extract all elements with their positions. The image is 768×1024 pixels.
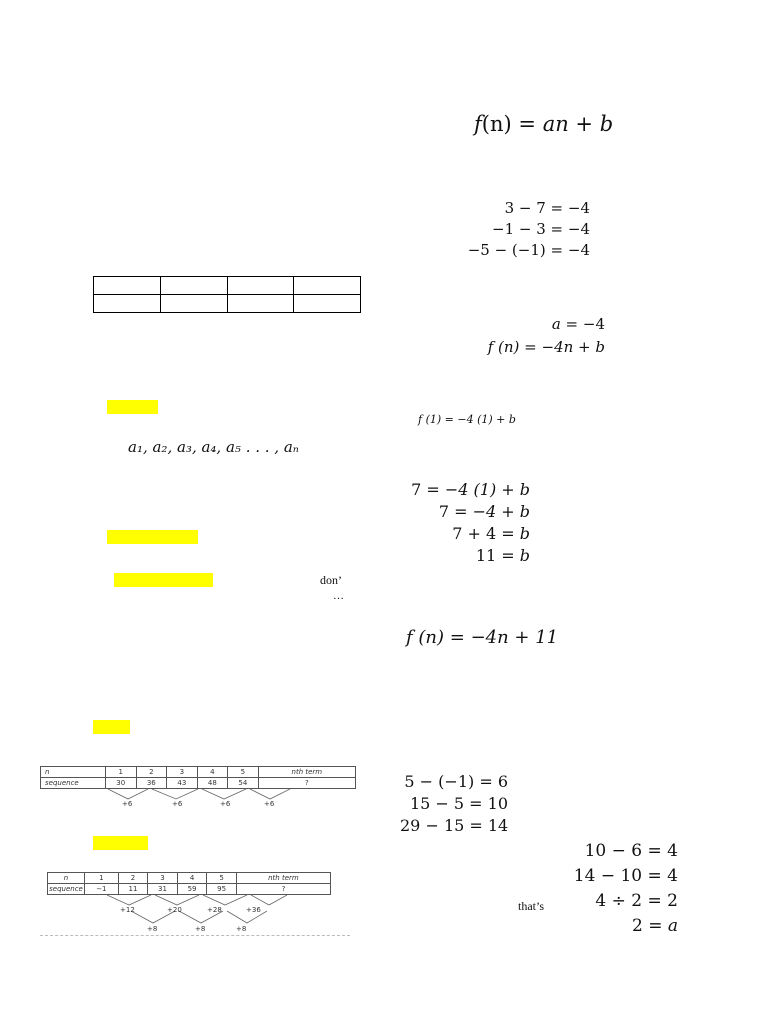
a-value-equations bbox=[440, 317, 605, 363]
solve-line: 7 = −4 + b bbox=[438, 502, 530, 521]
difference-label: +6 bbox=[172, 800, 183, 808]
difference-line: 5 − (−1) = 6 bbox=[404, 772, 508, 791]
difference-arc bbox=[155, 895, 199, 905]
difference-arc bbox=[108, 789, 148, 799]
table-cell: sequence bbox=[49, 885, 83, 893]
difference-label: +12 bbox=[120, 906, 135, 914]
table-cell: sequence bbox=[41, 778, 106, 789]
table-cell bbox=[294, 277, 361, 295]
table-cell: 11 bbox=[118, 884, 148, 895]
table-cell: 36 bbox=[136, 778, 167, 789]
header-cell: nth term bbox=[236, 873, 330, 884]
header-cell: 3 bbox=[167, 767, 198, 778]
table-cell bbox=[94, 295, 161, 313]
second-difference-line: 14 − 10 = 4 bbox=[573, 866, 678, 886]
difference-arc bbox=[203, 895, 247, 905]
header-cell: 2 bbox=[136, 767, 167, 778]
difference-line: 29 − 15 = 14 bbox=[400, 816, 509, 835]
linear-sequence-table bbox=[40, 766, 356, 789]
highlight-mark bbox=[107, 530, 198, 544]
difference-line: 15 − 5 = 10 bbox=[409, 794, 508, 813]
second-difference-line: 2 = a bbox=[631, 916, 678, 936]
difference-arc bbox=[250, 789, 290, 799]
table-cell bbox=[227, 277, 294, 295]
second-difference-line: 4 ÷ 2 = 2 bbox=[595, 891, 678, 911]
header-cell: 5 bbox=[228, 767, 259, 778]
table-cell: 31 bbox=[148, 884, 178, 895]
f1-equation: f (1) = −4 (1) + b bbox=[418, 413, 516, 426]
general-linear-formula: f(n) = an + b bbox=[474, 112, 614, 136]
table-cell bbox=[294, 295, 361, 313]
header-cell: 4 bbox=[177, 873, 207, 884]
header-cell: 4 bbox=[197, 767, 228, 778]
first-differences-quadratic bbox=[400, 774, 508, 840]
table-cell: 30 bbox=[106, 778, 137, 789]
a-value-line: a = −4 bbox=[551, 315, 605, 333]
table-row bbox=[94, 277, 361, 295]
table-cell: 95 bbox=[207, 884, 237, 895]
sequence-notation: a₁, a₂, a₃, a₄, a₅ . . . , aₙ bbox=[128, 438, 299, 456]
difference-arc bbox=[152, 789, 198, 799]
quadratic-difference-arcs bbox=[47, 895, 337, 933]
table-cell bbox=[94, 277, 161, 295]
table-cell: 43 bbox=[167, 778, 198, 789]
header-cell: nth term bbox=[258, 767, 355, 778]
table-cell bbox=[160, 295, 227, 313]
highlight-mark bbox=[93, 720, 130, 734]
solve-line: 7 + 4 = b bbox=[452, 524, 530, 543]
first-differences-linear bbox=[440, 201, 590, 264]
header-cell: n bbox=[48, 873, 85, 884]
highlight-mark bbox=[107, 400, 158, 414]
difference-line: −1 − 3 = −4 bbox=[492, 220, 590, 238]
second-difference-label: +8 bbox=[236, 925, 247, 933]
ellipsis-text: … bbox=[333, 590, 344, 602]
table-cell bbox=[160, 277, 227, 295]
solve-b-equations bbox=[400, 482, 530, 570]
linear-difference-arcs bbox=[40, 789, 360, 809]
header-cell: 3 bbox=[148, 873, 178, 884]
thats-text: that’s bbox=[518, 899, 544, 913]
table-row bbox=[94, 295, 361, 313]
table-row bbox=[48, 884, 331, 895]
table-row bbox=[41, 778, 356, 789]
table-cell: 54 bbox=[228, 778, 259, 789]
difference-arc bbox=[251, 895, 287, 905]
header-cell: n bbox=[41, 767, 106, 778]
header-cell: 2 bbox=[118, 873, 148, 884]
table-cell: −1 bbox=[85, 884, 119, 895]
second-differences bbox=[560, 843, 678, 943]
highlight-mark bbox=[93, 836, 148, 850]
table-header-row bbox=[48, 873, 331, 884]
header-cell: 5 bbox=[207, 873, 237, 884]
table-cell: 48 bbox=[197, 778, 228, 789]
difference-arc bbox=[107, 895, 151, 905]
difference-label: +20 bbox=[167, 906, 182, 914]
dont-text: don’ bbox=[320, 573, 342, 587]
fn-partial-line: f (n) = −4n + b bbox=[487, 338, 605, 356]
highlight-mark bbox=[114, 573, 213, 587]
header-cell: 1 bbox=[85, 873, 119, 884]
header-cell: 1 bbox=[106, 767, 137, 778]
quadratic-sequence-table bbox=[47, 872, 331, 895]
table-header-row bbox=[41, 767, 356, 778]
difference-label: +6 bbox=[264, 800, 275, 808]
solve-line: 11 = b bbox=[475, 546, 530, 565]
table-cell bbox=[227, 295, 294, 313]
table-cell: ? bbox=[258, 778, 355, 789]
difference-line: −5 − (−1) = −4 bbox=[467, 241, 590, 259]
table-cell: ? bbox=[236, 884, 330, 895]
image-cutoff-line bbox=[40, 935, 350, 937]
difference-label: +6 bbox=[122, 800, 133, 808]
difference-arc bbox=[202, 789, 246, 799]
difference-label: +36 bbox=[246, 906, 261, 914]
solve-line: 7 = −4 (1) + b bbox=[411, 480, 530, 499]
second-difference-label: +8 bbox=[147, 925, 158, 933]
final-linear-formula: f (n) = −4n + 11 bbox=[406, 627, 559, 648]
second-difference-label: +8 bbox=[195, 925, 206, 933]
difference-label: +6 bbox=[220, 800, 231, 808]
second-difference-line: 10 − 6 = 4 bbox=[584, 841, 678, 861]
difference-label: +28 bbox=[207, 906, 222, 914]
empty-table bbox=[93, 276, 361, 313]
difference-line: 3 − 7 = −4 bbox=[504, 199, 590, 217]
table-cell: 59 bbox=[177, 884, 207, 895]
